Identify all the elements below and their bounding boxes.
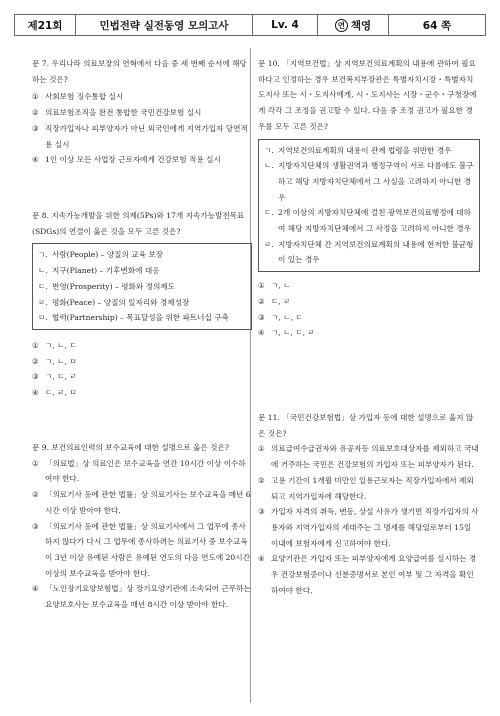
option-text: 의료급여수급권자와 유공자등 의료보호대상자를 제외하고 국내에 거주하는 국민은 건강보험의 가입자 또는 피부양자가 된다. [271,444,479,470]
option-number: ③ [258,507,265,517]
option-text: 「의료기사 등에 관한 법률」상 의료기사는 보수교육을 매년 6시간 이상 받아야 한다. [45,490,251,515]
option[interactable] [258,473,480,504]
box-item-text: 번영(Prosperity) – 평화와 정의제도 [52,281,175,291]
box-item-text: 사람(People) – 양질의 교육 보장 [52,250,164,260]
box-item [264,237,474,268]
option-text: 직장가입자나 피부양자가 아닌 외국인에게 지역가입자 당연적용 실시 [45,123,248,149]
box-item-text: 지방자치단체 간 지역보건의료계획의 내용에 현저한 불균형이 있는 경우 [278,239,474,265]
option-text: ㄱ, ㄴ [271,281,291,291]
box-item-label: ㄴ. [264,161,274,171]
box-item-text: 2개 이상의 지방자치단체에 걸친 광역보건의료행정에 대하여 해당 지방자치단체에서 그 사정을 고려하지 아니한 경우 [278,208,471,234]
question-7 [32,56,252,168]
book-label-cell [318,15,389,35]
box-item-label: ㄷ. [38,281,48,291]
page-number: 64 쪽 [422,19,452,32]
options-list [32,338,252,401]
question-stem: 문 9. 보건의료인력의 보수교육에 대한 설명으로 옳은 것은? [32,443,229,452]
option-number: ③ [258,312,265,322]
option[interactable] [32,89,252,105]
option[interactable] [258,504,480,551]
option[interactable] [258,294,480,310]
option-number: ④ [32,584,39,594]
option-text: 가입자 자격의 취득, 변동, 상실 사유가 생기면 직장가입자의 사용자와 지역가입자의 세대주는 그 명세를 해당일로부터 15일 이내에 보험자에게 신고하여야 한다. [271,507,479,548]
option-text: 「의료법」상 의료인은 보수교육을 연간 10시간 이상 이수하여야 한다. [45,458,246,484]
question-11 [258,410,480,598]
box-item [264,205,474,236]
option[interactable] [32,338,252,354]
question-stem: 문 11. 「국민건강보험법」상 가입자 등에 대한 설명으로 옳지 않은 것은? [258,413,474,438]
box-item [264,143,474,159]
circled-mark-icon: 연 [335,19,348,32]
option-number: ③ [32,123,39,133]
option[interactable] [258,551,480,598]
box-item-label: ㄹ. [264,239,274,249]
option-number: ② [32,356,39,366]
option-text: ㄱ, ㄴ, ㄷ, ㄹ [271,328,315,338]
box-item-label: ㅁ. [38,313,48,323]
option[interactable] [258,441,480,472]
option-number: ④ [258,328,265,338]
option-text: 고용 기간이 1개월 미만인 일용근로자는 직장가입자에서 제외되고 지역가입자에 해당한다. [271,475,474,501]
box-item [38,295,246,311]
option-text: ㄱ, ㄴ, ㄷ [271,312,303,322]
box-item-label: ㄹ. [38,297,48,307]
option[interactable] [32,369,252,385]
option-number: ① [32,92,39,102]
choice-box [258,139,480,273]
option-number: ④ [32,155,39,165]
box-item [38,310,246,326]
option-number: ① [258,281,265,291]
options-list [258,278,480,341]
option[interactable] [32,385,252,401]
question-8 [32,208,252,401]
option-text: 「노인장기요양보험법」상 장기요양기관에 소속되어 근무하는 요양보호사는 보수교육을 매년 8시간 이상 받아야 한다. [45,584,251,610]
option-text: 1인 이상 모든 사업장 근로자에게 건강보험 적용 실시 [45,155,221,165]
option-number: ③ [32,521,39,531]
option-text: 의료보험조직을 완전 통합한 국민건강보험 실시 [45,108,202,118]
box-item-text: 협력(Partnership) – 목표달성을 위한 파트너십 구축 [52,313,229,323]
option[interactable] [32,519,252,582]
option[interactable] [32,105,252,121]
option[interactable] [32,121,252,152]
option-text: 사회보험 징수통합 실시 [45,92,124,102]
option[interactable] [258,310,480,326]
exam-round: 제21회 [15,15,76,35]
question-9 [32,440,252,613]
option-number: ④ [32,388,39,398]
option-text: 「의료기사 등에 관한 법률」상 의료기사에서 그 업무에 종사하지 않다가 다시 그 업무에 종사하려는 의료기사 중 보수교육이 3년 이상 유예된 사람은 유예된 연도의 다음 연도에 20시간 이상의 보수교육을 받아야 한다. [45,521,250,578]
option-text: 요양기관은 가입자 또는 피부양자에게 요양급여를 실시하는 경우 건강보험증이나 신분증명서로 본인 여부 및 그 자격을 확인하여야 한다. [271,554,477,595]
box-item-text: 지역보건의료계획의 내용이 관계 법령을 위반한 경우 [278,145,452,155]
box-item-label: ㄷ. [264,208,274,218]
choice-box [32,243,252,330]
option[interactable] [258,278,480,294]
option-number: ② [258,475,265,485]
option-number: ① [32,458,39,468]
exam-title: 민법전략 실전동영 모의고사 [76,15,253,35]
option-text: ㄷ, ㄹ, ㅁ [45,388,77,398]
book-label: 책영 [350,19,372,32]
option-text: ㄱ, ㄷ, ㄹ [45,372,77,382]
option[interactable] [258,325,480,341]
box-item-text: 평화(Peace) – 양질의 일자리와 경제성장 [52,297,190,307]
question-10 [258,56,480,341]
box-item [264,158,474,205]
option-number: ③ [32,372,39,382]
option-number: ① [32,340,39,350]
option-number: ② [32,108,39,118]
option[interactable] [32,456,252,487]
exam-header [14,14,486,36]
box-item-label: ㄱ. [264,145,274,155]
options-list [32,456,252,613]
box-item-text: 지방자치단체의 생활권역과 행정구역이 서로 다름에도 불구하고 해당 지방자치단체에서 그 사실을 고려하지 아니한 경우 [278,161,474,202]
question-stem: 문 8. 지속가능개발을 위한 의제(5Ps)와 17개 지속가능발전목표(SDGs)의 연결이 옳은 것을 모두 고른 것은? [32,211,245,236]
option-text: ㄷ, ㄹ [271,296,291,306]
box-item-text: 지구(Planet) – 기후변화에 대응 [52,266,160,276]
option[interactable] [32,581,252,612]
option[interactable] [32,487,252,518]
box-item [38,263,246,279]
options-list [258,441,480,598]
option-text: ㄱ, ㄴ, ㅁ [45,356,77,366]
option-number: ② [258,296,265,306]
box-item-label: ㄱ. [38,250,48,260]
box-item [38,247,246,263]
option-number: ① [258,444,265,454]
option[interactable] [32,354,252,370]
question-stem: 문 7. 우리나라 의료보장의 연혁에서 다음 중 세 번째 순서에 해당하는 것은? [32,59,247,84]
option-number: ④ [258,554,265,564]
options-list [32,89,252,168]
exam-level: Lv. 4 [253,15,318,35]
option-text: ㄱ, ㄴ, ㄷ [45,340,77,350]
option-number: ② [32,490,39,500]
box-item [38,279,246,295]
question-stem: 문 10. 「지역보건법」상 지역보건의료계획의 내용에 관하여 필요하다고 인정하는 경우 보건복지부장관은 특별자치시장・특별자치도지사 또는 시・도지사에게, 시・도지사는 시장・군수・구청장에게 각각 그 조정을 권고할 수 있다. 다음 중 조정 권고가 필요한 경우를 모두 고른 것은? [258,59,477,131]
option[interactable] [32,152,252,168]
box-item-label: ㄴ. [38,266,48,276]
